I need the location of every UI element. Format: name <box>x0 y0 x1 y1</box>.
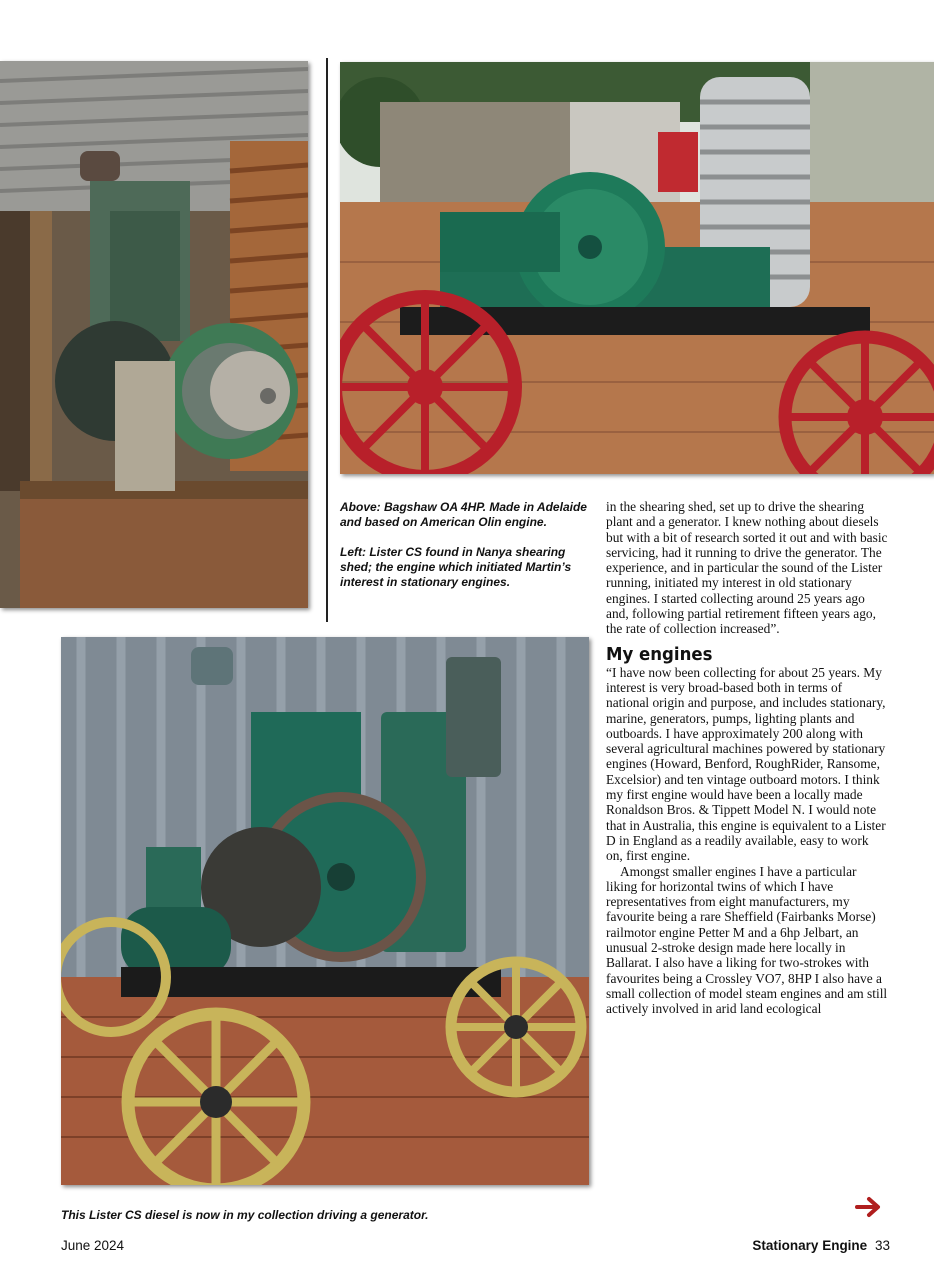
photo-bagshaw-oa <box>340 62 934 474</box>
section-heading: My engines <box>606 643 713 665</box>
footer-folio <box>720 1238 890 1253</box>
caption-above: Above: Bagshaw OA 4HP. Made in Adelaide and based on American Olin engine. <box>340 500 587 529</box>
photo-lister-cs-generator <box>61 637 589 1185</box>
footer-magazine: Stationary Engine <box>752 1238 868 1253</box>
article-paragraph-1: “I have now been collecting for about 25 years. My interest is very broad-based both in terms of national origin and purpose, and includes stationary, marine, generators, pumps, lighting plants and outboards. I have approximately 200 along with several agricultural machines powered by stationary engines (Howard, Benford, RoughRider, Ransome, Excelsior) and ten vintage outboard motors. I think my first engine would have been a locally made Ronaldson Bros. & Tippett Model N. I would note that in Australia, this engine is equivalent to a Lister D in England as a readily available, easy to work on, first engine. <box>606 664 886 864</box>
photo-captions <box>340 500 590 590</box>
arrow-right-icon <box>855 1196 883 1218</box>
footer-page-number: 33 <box>874 1238 890 1253</box>
column-divider <box>326 58 328 622</box>
article-column <box>606 499 888 1017</box>
article-paragraph-2: Amongst smaller engines I have a particular liking for horizontal twins of which I have representatives from eight manufacturers, my favourite being a rare Sheffield (Fairbanks Morse) railmotor engine Petter M and a 6hp Jelbart, an unusual 2-stroke design made here locally in Ballarat. I also have a liking for two-strokes with favourites being a Crossley VO7, 8HP I also have a small collection of model steam engines and am still actively involved in arid land ecological <box>606 863 888 1017</box>
article-intro: in the shearing shed, set up to drive the shearing plant and a generator. I knew nothing about diesels but with a bit of research sorted it out and with basic servicing, had it running to drive the generator. The experience, and in particular the sound of the Lister running, initiated my interest in old stationary engines. I started collecting around 25 years ago and, following partial retirement fifteen years ago, the rate of collection increased”. <box>606 499 888 637</box>
caption-bottom: This Lister CS diesel is now in my collection driving a generator. <box>61 1208 429 1222</box>
photo-lister-cs-shed <box>0 61 308 608</box>
footer-date: June 2024 <box>61 1238 125 1253</box>
caption-left: Left: Lister CS found in Nanya shearing shed; the engine which initiated Martin’s interest in stationary engines. <box>340 545 572 589</box>
